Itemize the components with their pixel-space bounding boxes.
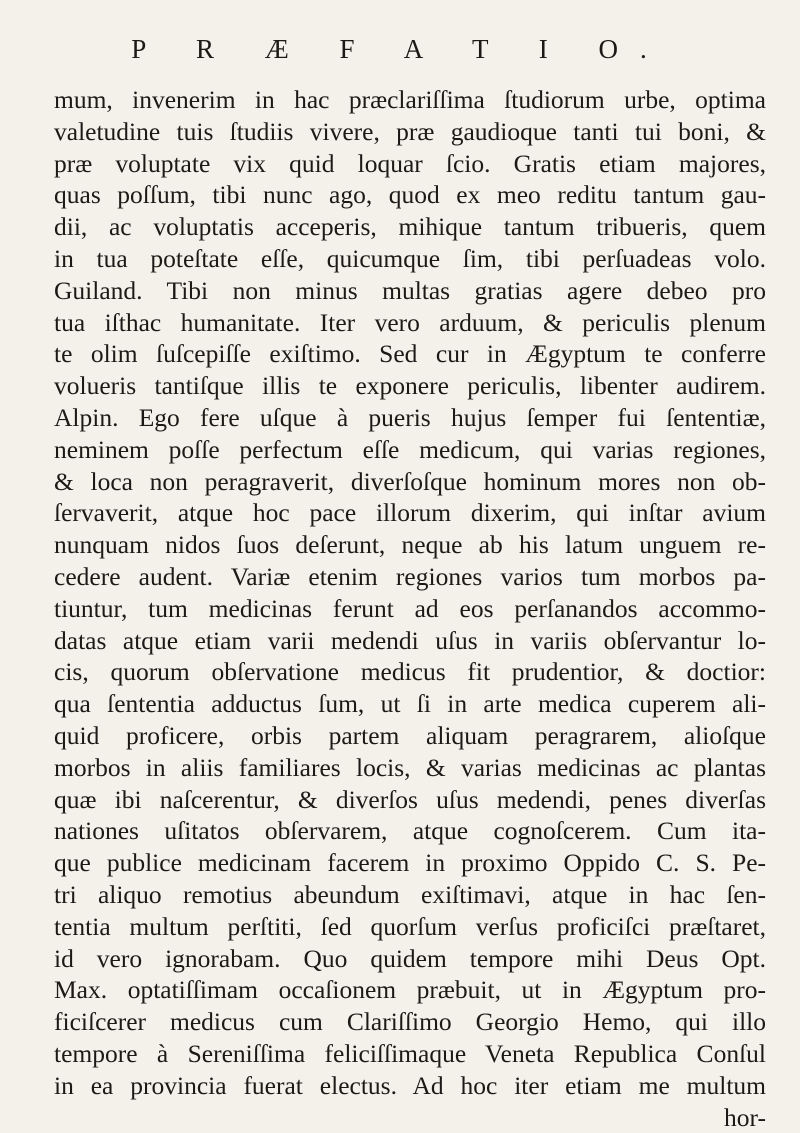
text-line: datas atque etiam varii medendi uſus in variis obſervantur lo- [54,625,766,657]
text-line: præ voluptate vix quid loquar ſcio. Gratis etiam majores, [54,148,766,180]
text-line: id vero ignorabam. Quo quidem tempore mihi Deus Opt. [54,943,766,975]
text-line: Guiland. Tibi non minus multas gratias agere debeo pro [54,275,766,307]
text-line: tiuntur, tum medicinas ferunt ad eos perſanandos accommo- [54,593,766,625]
text-line: dii, ac voluptatis acceperis, mihique tantum tribueris, quem [54,211,766,243]
text-line: valetudine tuis ſtudiis vivere, præ gaudioque tanti tui boni, & [54,116,766,148]
text-line: quas poſſum, tibi nunc ago, quod ex meo reditu tantum gau- [54,179,766,211]
text-line: tentia multum perſtiti, ſed quorſum verſus proficiſci præſtaret, [54,911,766,943]
text-line: & loca non peragraverit, diverſoſque hominum mores non ob- [54,466,766,498]
text-line: nationes uſitatos obſervarem, atque cognoſcerem. Cum ita- [54,815,766,847]
text-line: in ea provincia fuerat electus. Ad hoc iter etiam me multum [54,1070,766,1102]
text-line: tua iſthac humanitate. Iter vero arduum, & periculis plenum [54,307,766,339]
text-line: te olim ſuſcepiſſe exiſtimo. Sed cur in Ægyptum te conferre [54,338,766,370]
text-line: neminem poſſe perfectum eſſe medicum, qui varias regiones, [54,434,766,466]
body-text [54,84,766,1133]
catchword: hor- [54,1102,766,1133]
text-line: Alpin. Ego fere uſque à pueris hujus ſemper fui ſententiæ, [54,402,766,434]
text-line: mum, invenerim in hac præclariſſima ſtudiorum urbe, optima [54,84,766,116]
text-line: cedere audent. Variæ etenim regiones varios tum morbos pa- [54,561,766,593]
text-line: in tua poteſtate eſſe, quicumque ſim, tibi perſuadeas volo. [54,243,766,275]
text-line: volueris tantiſque illis te exponere periculis, libenter audirem. [54,370,766,402]
text-line: quæ ibi naſcerentur, & diverſos uſus medendi, penes diverſas [54,784,766,816]
text-line: ficiſcerer medicus cum Clariſſimo Georgio Hemo, qui illo [54,1006,766,1038]
text-line: nunquam nidos ſuos deſerunt, neque ab his latum unguem re- [54,529,766,561]
text-line: ſervaverit, atque hoc pace illorum dixerim, qui inſtar avium [54,497,766,529]
text-line: qua ſententia adductus ſum, ut ſi in arte medica cuperem ali- [54,688,766,720]
text-line: cis, quorum obſervatione medicus fit prudentior, & doctior: [54,656,766,688]
text-line: tri aliquo remotius abeundum exiſtimavi, atque in hac ſen- [54,879,766,911]
text-line: Max. optatiſſimam occaſionem præbuit, ut in Ægyptum pro- [54,974,766,1006]
text-line: morbos in aliis familiares locis, & varias medicinas ac plantas [54,752,766,784]
text-line: tempore à Sereniſſima feliciſſimaque Veneta Republica Conſul [54,1038,766,1070]
text-line: quid proficere, orbis partem aliquam peragrarem, alioſque [54,720,766,752]
text-line: que publice medicinam facerem in proximo Oppido C. S. Pe- [54,847,766,879]
running-head: P R Æ F A T I O. [0,34,800,65]
